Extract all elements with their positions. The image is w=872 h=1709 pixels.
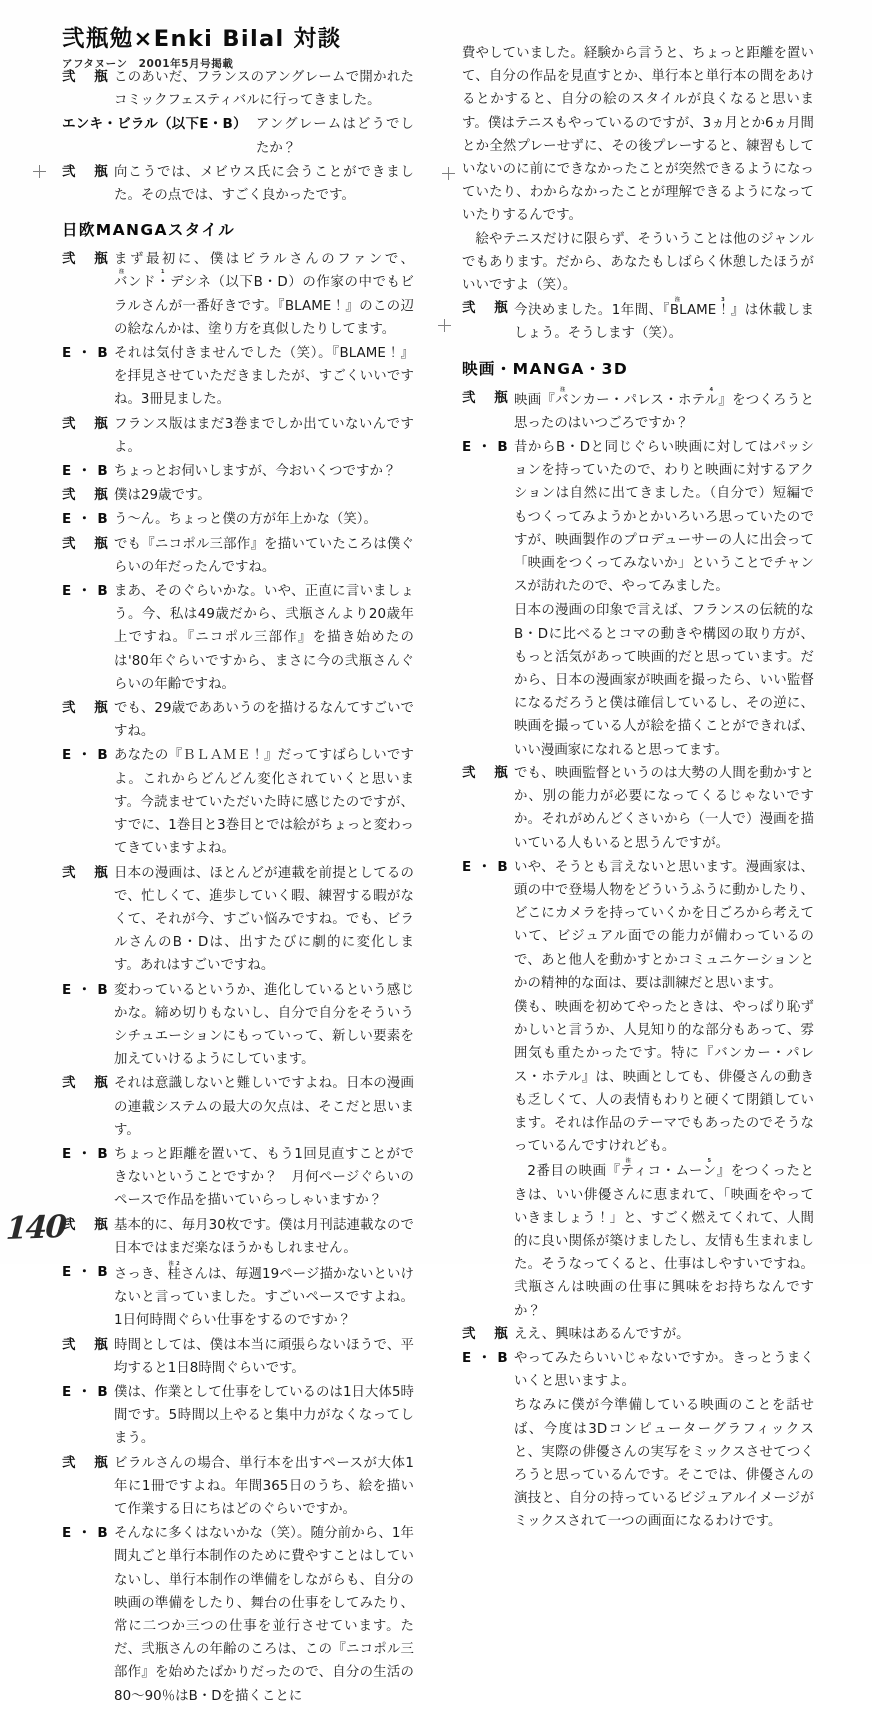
speech-text: でも『ニコポル三部作』を描いていたころは僕ぐらいの年だったんですね。 bbox=[114, 536, 414, 575]
ruby-annotated-term bbox=[669, 297, 731, 319]
dialogue-turn bbox=[62, 413, 414, 459]
speaker-label: 弐 瓶 bbox=[62, 864, 108, 881]
speech-text: ちょっとお伺いしますが、今おいくつですか？ bbox=[114, 464, 397, 480]
dialogue-turn bbox=[62, 533, 414, 579]
speech-text: でも、29歳でああいうのを描けるなんてすごいですね。 bbox=[114, 701, 414, 740]
speech-text bbox=[114, 1261, 414, 1333]
ruby-base: ティコ・ムーン bbox=[620, 1164, 717, 1180]
dialogue-turn bbox=[62, 342, 414, 412]
speaker-label: 弐 瓶 bbox=[62, 1336, 108, 1353]
speaker-label: E・B bbox=[62, 345, 108, 362]
speaker-label: 弐 瓶 bbox=[462, 1325, 508, 1342]
speech-fragment: まず最初に、僕はビラルさんのファンで、 bbox=[114, 252, 414, 268]
speech-text: 日本の漫画は、ほとんどが連載を前提としてるので、忙しくて、進歩していく暇、練習する暇がなくて、それが今、すごい悩みですね。でも、ビラルさんのB・Dは、出すたびに劇的に変化します。あれはすごいですね。 bbox=[114, 865, 414, 974]
speech-fragment: 映画『 bbox=[514, 392, 556, 408]
speech-text: 変わっているというか、進化しているという感じかな。締め切りもないし、自分で自分をそういうシチュエーションにもっていって、新しい要素を加えていけるようにしています。 bbox=[114, 982, 414, 1068]
ruby-base: バンド・ bbox=[114, 275, 171, 291]
dialogue-turn bbox=[462, 297, 814, 345]
speaker-label: E・B bbox=[62, 463, 108, 480]
dialogue-turn bbox=[62, 1072, 414, 1142]
speech-text: ええ、興味はあるんですが。 bbox=[514, 1326, 690, 1342]
dialogue-turn bbox=[62, 580, 414, 696]
speech-text: まあ、そのぐらいかな。いや、正直に言いましょう。今、私は49歳だから、弐瓶さんより20歳年上ですね。『ニコポル三部作』を描き始めたのは'80年ぐらいですから、まさに今の弐瓶さんぐらいの年齢ですね。 bbox=[114, 584, 414, 692]
speaker-label: 弐 瓶 bbox=[462, 764, 508, 781]
speech-fragment: 』をつくろうと思ったのはいつごろですか？ bbox=[514, 392, 814, 431]
speech-text: 基本的に、毎月30枚です。僕は月刊誌連載なので日本ではまだ楽なほうかもしれません。 bbox=[114, 1217, 414, 1256]
speaker-label: 弐 瓶 bbox=[62, 163, 108, 180]
speaker-label: 弐 瓶 bbox=[462, 389, 508, 406]
speech-paragraph: 絵やテニスだけに限らず、そういうことは他のジャンルでもあります。だから、あなたもしばらく休憩したほうがいいですよ（笑）。 bbox=[462, 231, 814, 294]
dialogue-turn bbox=[62, 484, 414, 507]
speech-text: う〜ん。ちょっと僕の方が年上かな（笑）。 bbox=[114, 512, 377, 528]
ruby-base: バンカー・パレス・ホテル bbox=[555, 392, 719, 408]
ruby-note-marker: 注4 bbox=[555, 386, 719, 393]
speaker-label: E・B bbox=[62, 511, 108, 528]
speech-text: でも、映画監督というのは大勢の人間を動かすとか、別の能力が必要になってくるじゃないですか。それがめんどくさいから（一人で）漫画を描いている人もいると思うんですが。 bbox=[514, 765, 814, 851]
speech-text bbox=[114, 248, 414, 341]
speaker-label: 弐 瓶 bbox=[62, 487, 108, 504]
column-right bbox=[462, 42, 814, 1534]
speaker-label: E・B bbox=[62, 981, 108, 998]
ruby-annotated-term bbox=[555, 386, 719, 408]
speech-text: ビラルさんの場合、単行本を出すペースが大体1年に1冊ですよね。年間365日のうち、絵を描いて作業する日にちはどのぐらいですか。 bbox=[114, 1455, 414, 1517]
speech-text: それは意識しないと難しいですよね。日本の漫画の連載システムの最大の欠点は、そこだと思います。 bbox=[114, 1076, 414, 1138]
speaker-label: 弐 瓶 bbox=[62, 1216, 108, 1233]
speech-text: フランス版はまだ3巻までしか出ていないんですよ。 bbox=[114, 416, 414, 455]
speaker-label: 弐 瓶 bbox=[62, 415, 108, 432]
ruby-annotated-term bbox=[114, 269, 171, 291]
page-title: 弐瓶勉×Enki Bilal 対談 bbox=[62, 26, 342, 52]
speech-fragment: 』は休載しましょう。そうします（笑）。 bbox=[514, 303, 815, 342]
speech-text: そんなに多くはないかな（笑）。随分前から、1年間丸ごと単行本制作のために費やすことはしていないし、単行本制作の準備をしながらも、自分の映画の準備をしたり、舞台の仕事をしてみたり、常に二つか三つの仕事を並行させています。ただ、弐瓶さんの年齢のころは、この『ニコポル三部作』を始めたばかりだったので、自分の生活の80〜90％はB・Dを描くことに bbox=[114, 1526, 414, 1704]
speaker-label: 弐 瓶 bbox=[462, 300, 508, 317]
speaker-label: 弐 瓶 bbox=[62, 1075, 108, 1092]
ruby-annotated-term bbox=[167, 1260, 182, 1282]
speaker-label: 弐 瓶 bbox=[62, 1454, 108, 1471]
speech-text: あなたの『ＢＬＡＭＥ！』だってすばらしいですよ。これからどんどん変化されていくと思います。今読ませていただいた時に感じたのですが、すでに、1巻目と3巻目とでは絵がちょっと変わってきていますよね。 bbox=[114, 748, 414, 857]
dialogue-turn bbox=[62, 66, 414, 112]
dialogue-turn bbox=[62, 1143, 414, 1213]
ruby-note-marker: 注1 bbox=[114, 269, 170, 276]
dialogue-turn bbox=[462, 1347, 814, 1393]
speech-paragraph: 日本の漫画の印象で言えば、フランスの伝統的なB・Dに比べるとコマの動きや構図の取り方が、もっと活気があって映画的だと思っています。だから、日本の漫画家が映画を撮ったら、いい監督になるだろうと僕は確信しているし、その逆に、映画を撮っている人が絵を描くことができれば、いい漫画家になれると思ってます。 bbox=[514, 603, 814, 758]
speech-fragment: 今決めました。1年間、『 bbox=[514, 303, 670, 319]
dialogue-turn bbox=[62, 697, 414, 743]
ruby-annotated-term bbox=[620, 1158, 717, 1180]
speech-text: このあいだ、フランスのアングレームで開かれたコミックフェスティバルに行ってきました。 bbox=[114, 70, 414, 109]
column-left bbox=[62, 66, 414, 1709]
dialogue-turn bbox=[62, 979, 414, 1072]
speech-text: いや、そうとも言えないと思います。漫画家は、頭の中で登場人物をどういうふうに動かしたり、どこにカメラを持っていくかを日ごろから考えていて、ビジュアル面での能力が備わっているので、あと他人を動かすとかコミュニケーションとかの精神的な面は、要は訓練だと思います。 bbox=[514, 859, 814, 991]
ruby-note-marker: 注2 bbox=[167, 1260, 181, 1267]
speaker-label: E・B bbox=[462, 439, 508, 456]
publication-credit: アフタヌーン 2001年5月号掲載 bbox=[62, 57, 234, 70]
speech-fragment: 』をつくったときは、いい俳優さんに恵まれて、「映画をやっていきましょう！」と、すごく燃えてくれて、人間的に良い関係が築けましたし、友情も生まれました。そうなってくると、仕事はしやすいですね。弐瓶さんは映画の仕事に興味をお持ちなんですか？ bbox=[514, 1164, 814, 1319]
dialogue-turn bbox=[462, 856, 814, 995]
speech-fragment: デシネ（以下B・D）の作家の中でもビラルさんが一番好きです。『BLAME！』のこの辺の絵なんかは、塗り方を真似したりしてます。 bbox=[114, 275, 415, 337]
dialogue-turn bbox=[62, 113, 414, 159]
speech-text: やってみたらいいじゃないですか。きっとうまくいくと思いますよ。 bbox=[514, 1350, 814, 1390]
dialogue-turn bbox=[462, 387, 814, 435]
speaker-label: 弐 瓶 bbox=[62, 251, 108, 268]
dialogue-turn bbox=[62, 460, 414, 483]
dialogue-turn bbox=[62, 744, 414, 860]
speaker-label: E・B bbox=[62, 1263, 108, 1280]
speaker-label: E・B bbox=[62, 747, 108, 764]
speech-text: 僕は29歳です。 bbox=[114, 488, 211, 504]
speech-continuation: 費やしていました。経験から言うと、ちょっと距離を置いて、自分の作品を見直すとか、単行本と単行本の間をあけるとかすると、自分の絵のスタイルが良くなると思います。僕はテニスもやっているのですが、3ヵ月とか6ヵ月間とか全然プレーせずに、その後プレーすると、練習もしていないのに前にできなかったことが突然できるようになっていたり、わからなかったことが理解できるようになっていたりするんです。 bbox=[462, 46, 814, 224]
ruby-base: BLAME！ bbox=[669, 303, 731, 319]
speech-text: それは気付きませんでした（笑）。『BLAME！』を拝見させていただきましたが、すごくいいですね。3冊見ました。 bbox=[114, 346, 414, 408]
speaker-label: エンキ・ビラル（以下E・B） bbox=[62, 116, 247, 133]
dialogue-turn bbox=[462, 1323, 814, 1346]
speech-fragment: さっき、 bbox=[114, 1266, 168, 1282]
section-heading-manga-style: 日欧MANGAスタイル bbox=[62, 221, 236, 240]
speech-fragment: さんは、毎週19ページ描かないといけないと言っていました。すごいペースですよね。1日何時間ぐらい仕事をするのですか？ bbox=[114, 1266, 414, 1329]
dialogue-turn bbox=[62, 508, 414, 531]
dialogue-turn bbox=[62, 1522, 414, 1708]
dialogue-turn bbox=[62, 1381, 414, 1451]
speech-paragraph bbox=[514, 1158, 814, 1322]
dialogue-turn bbox=[62, 1452, 414, 1522]
speech-fragment: 2番目の映画『 bbox=[527, 1164, 621, 1180]
ruby-note-marker: 注5 bbox=[620, 1158, 717, 1165]
dialogue-turn bbox=[462, 436, 814, 598]
dialogue-turn bbox=[62, 248, 414, 341]
dialogue-turn bbox=[62, 161, 414, 207]
speech-paragraph: 僕も、映画を初めてやったときは、やっぱり恥ずかしいと言うか、人見知り的な部分もあって、雰囲気も重たかったです。特に『バンカー・パレス・ホテル』は、映画としても、俳優さんの動きも乏しくて、人の表情もわりと硬くて閉鎖しています。それは作品のテーマでもあったのでそうなっているんですけれども。 bbox=[514, 999, 814, 1155]
speaker-label: 弐 瓶 bbox=[62, 69, 108, 85]
speech-text bbox=[514, 297, 814, 345]
speech-text: ちょっと距離を置いて、もう1回見直すことができないということですか？ 月何ページぐらいのペースで作品を描いていらっしゃいますか？ bbox=[114, 1146, 414, 1209]
speaker-label: E・B bbox=[62, 583, 108, 600]
section-heading-film-manga-3d: 映画・MANGA・3D bbox=[462, 359, 629, 378]
page-number: 140 bbox=[4, 1208, 67, 1248]
speaker-label: 弐 瓶 bbox=[62, 700, 108, 717]
speaker-label: E・B bbox=[462, 858, 508, 875]
speech-text: 時間としては、僕は本当に頑張らないほうで、平均すると1日8時間ぐらいです。 bbox=[114, 1337, 414, 1376]
speaker-label: E・B bbox=[62, 1383, 108, 1400]
dialogue-turn bbox=[462, 762, 814, 855]
dialogue-turn bbox=[62, 1214, 414, 1260]
speaker-label: E・B bbox=[62, 1145, 108, 1162]
ruby-base: 桂 bbox=[167, 1266, 182, 1282]
dialogue-turn bbox=[62, 1334, 414, 1380]
speech-text: 向こうでは、メビウス氏に会うことができました。その点では、すごく良かったです。 bbox=[114, 164, 414, 204]
speaker-label: E・B bbox=[462, 1349, 508, 1366]
speaker-label: E・B bbox=[62, 1525, 108, 1542]
ruby-note-marker: 注3 bbox=[669, 297, 730, 304]
speech-text bbox=[514, 387, 814, 435]
dialogue-turn bbox=[62, 1261, 414, 1333]
speech-text: アングレームはどうでしたか？ bbox=[255, 117, 414, 156]
speech-paragraph: ちなみに僕が今準備している映画のことを話せば、今度は3Dコンピューターグラフィックスと、実際の俳優さんの実写をミックスさせてつくろうと思っているんです。そこでは、俳優さんの演技と、自分の持っているビジュアルイメージがミックスされて一つの画面になるわけです。 bbox=[514, 1398, 814, 1530]
speech-text: 昔からB・Dと同じぐらい映画に対してはパッションを持っていたので、わりと映画に対するアクションは自然に出てきました。（自分で）短編でもつくってみようかとかいろいろ思っていたのですが、映画製作のプロデューサーの人に出会って「映画をつくってみないか」ということでチャンスが訪れたので、やってみました。 bbox=[514, 440, 814, 595]
dialogue-turn bbox=[62, 862, 414, 978]
speaker-label: 弐 瓶 bbox=[62, 535, 108, 552]
speech-text: 僕は、作業として仕事をしているのは1日大体5時間です。5時間以上やると集中力がなくなってしまう。 bbox=[114, 1384, 414, 1447]
